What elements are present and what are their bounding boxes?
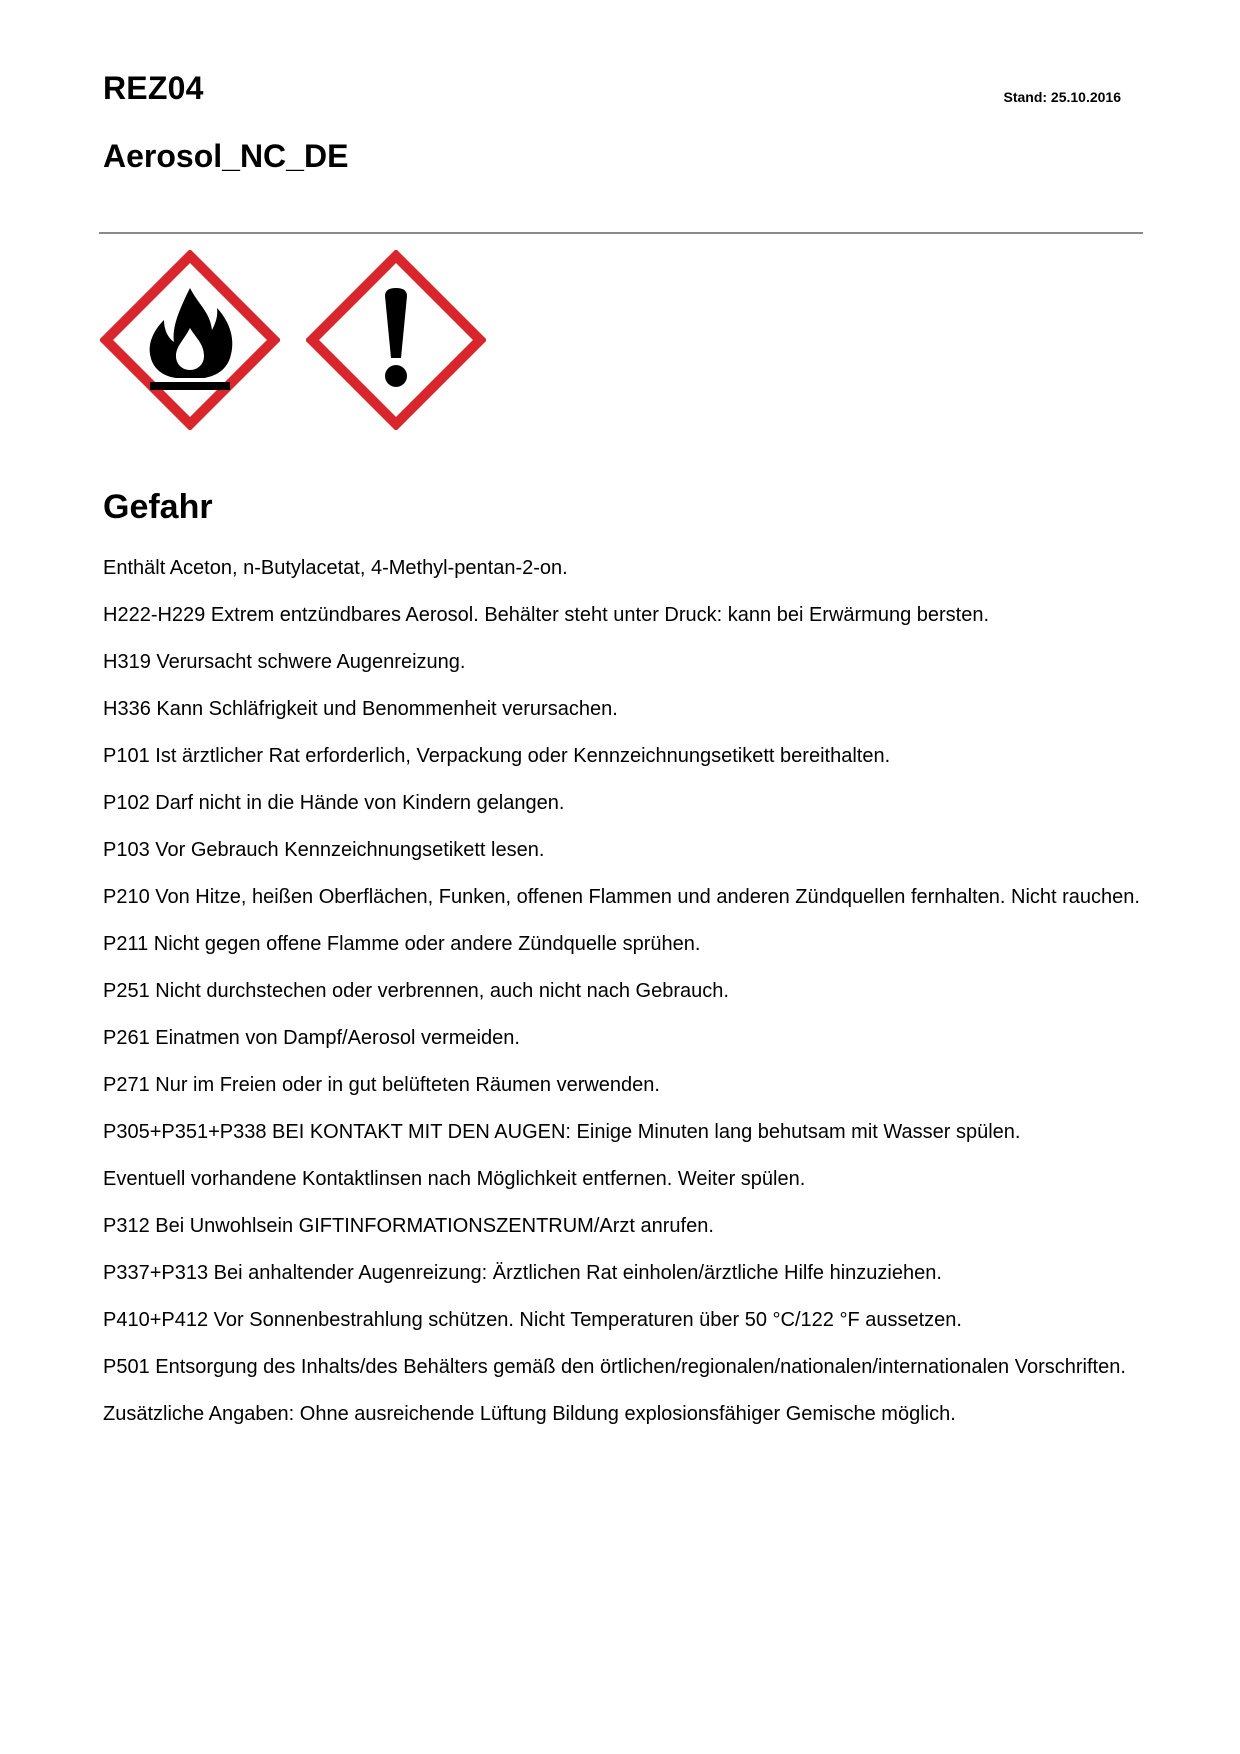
hazard-statements-list bbox=[103, 553, 1143, 1446]
statement-p102: P102 Darf nicht in die Hände von Kindern gelangen. bbox=[103, 792, 565, 814]
statement-p261: P261 Einatmen von Dampf/Aerosol vermeiden. bbox=[103, 1027, 520, 1049]
statement-contact-lenses: Eventuell vorhandene Kontaktlinsen nach Möglichkeit entfernen. Weiter spülen. bbox=[103, 1168, 806, 1190]
statement-p410-p412: P410+P412 Vor Sonnenbestrahlung schützen. Nicht Temperaturen über 50 °C/122 °F aussetzen. bbox=[103, 1309, 962, 1331]
statement-h222-h229: H222-H229 Extrem entzündbares Aerosol. Behälter steht unter Druck: kann bei Erwärmung bersten. bbox=[103, 604, 990, 626]
statement-h319: H319 Verursacht schwere Augenreizung. bbox=[103, 651, 466, 673]
statement-p101: P101 Ist ärztlicher Rat erforderlich, Verpackung oder Kennzeichnungsetikett bereithalten. bbox=[103, 745, 891, 767]
ghs-flame-pictogram bbox=[100, 250, 280, 430]
statement-ingredients: Enthält Aceton, n-Butylacetat, 4-Methyl-pentan-2-on. bbox=[103, 557, 568, 579]
statement-p337-p313: P337+P313 Bei anhaltender Augenreizung: Ärztlichen Rat einholen/ärztliche Hilfe hinzuziehen. bbox=[103, 1262, 942, 1284]
statement-p501: P501 Entsorgung des Inhalts/des Behälters gemäß den örtlichen/regionalen/nationalen/internationalen Vorschriften. bbox=[103, 1356, 1126, 1378]
date-stamp: Stand: 25.10.2016 bbox=[1003, 89, 1121, 105]
statement-p312: P312 Bei Unwohlsein GIFTINFORMATIONSZENTRUM/Arzt anrufen. bbox=[103, 1215, 714, 1237]
statement-p210: P210 Von Hitze, heißen Oberflächen, Funken, offenen Flammen und anderen Zündquellen fernhalten. Nicht rauchen. bbox=[103, 886, 1140, 908]
header-divider bbox=[99, 232, 1143, 234]
statement-p271: P271 Nur im Freien oder in gut belüfteten Räumen verwenden. bbox=[103, 1074, 660, 1096]
statement-additional-info: Zusätzliche Angaben: Ohne ausreichende Lüftung Bildung explosionsfähiger Gemische möglich. bbox=[103, 1403, 956, 1425]
product-name: Aerosol_NC_DE bbox=[103, 138, 349, 174]
flame-icon bbox=[100, 250, 280, 430]
exclamation-mark-icon bbox=[306, 250, 486, 430]
statement-p251: P251 Nicht durchstechen oder verbrennen, auch nicht nach Gebrauch. bbox=[103, 980, 729, 1002]
statement-p103: P103 Vor Gebrauch Kennzeichnungsetikett lesen. bbox=[103, 839, 545, 861]
statement-p211: P211 Nicht gegen offene Flamme oder andere Zündquelle sprühen. bbox=[103, 933, 701, 955]
product-code: REZ04 bbox=[103, 70, 204, 106]
ghs-exclamation-pictogram bbox=[306, 250, 486, 430]
statement-h336: H336 Kann Schläfrigkeit und Benommenheit verursachen. bbox=[103, 698, 618, 720]
ghs-pictograms bbox=[100, 250, 486, 430]
signal-word: Gefahr bbox=[103, 488, 213, 526]
statement-p305-p351-p338: P305+P351+P338 BEI KONTAKT MIT DEN AUGEN: Einige Minuten lang behutsam mit Wasser spülen. bbox=[103, 1121, 1021, 1143]
